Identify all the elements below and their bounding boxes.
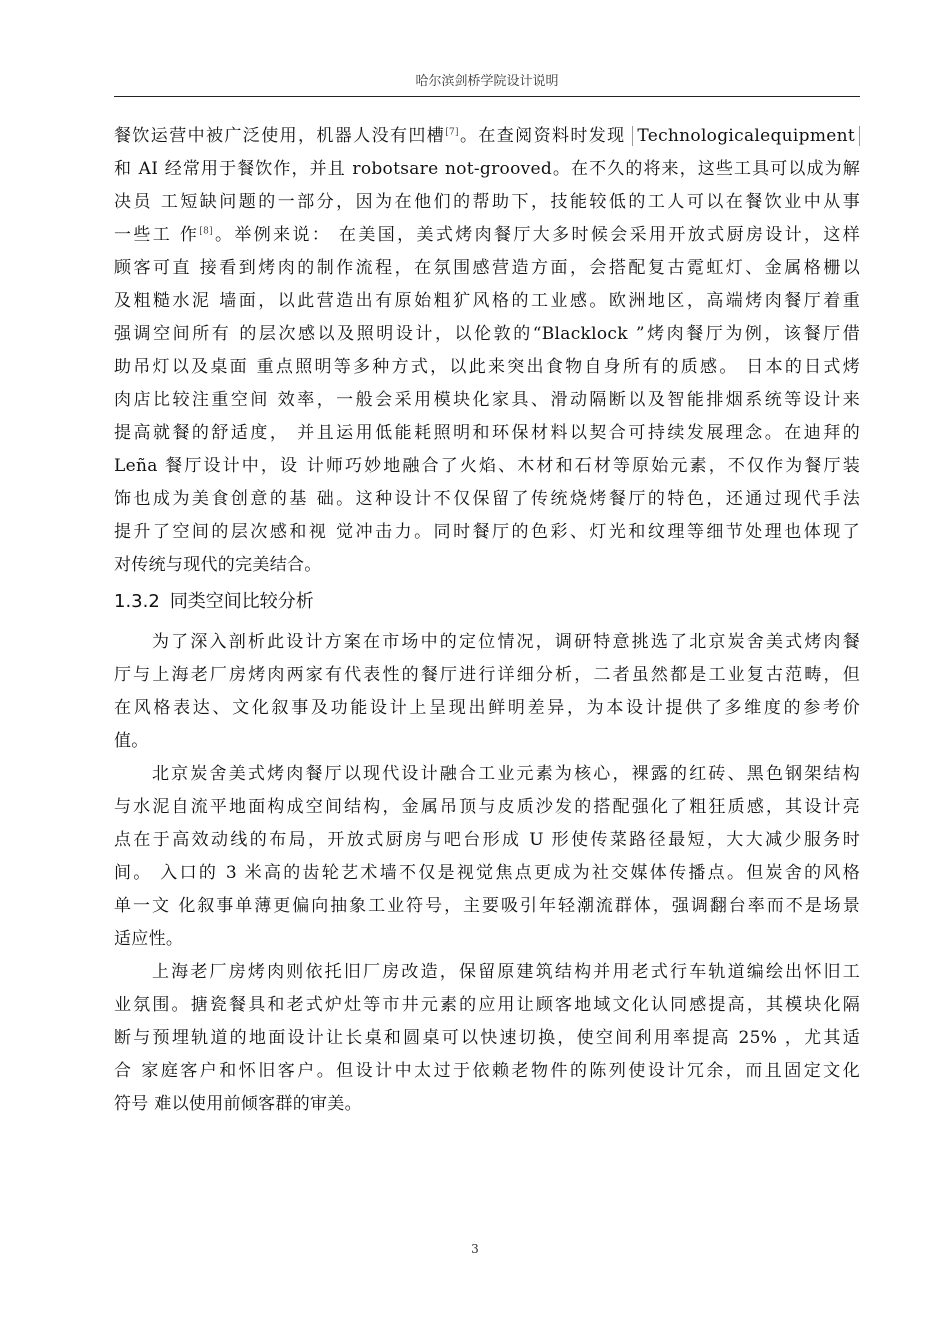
text-line: 和 AI 经常用于餐饮作，并且 robotsare not-grooved。在不久的将来，这些工具可以成为解 [114,159,860,179]
header-divider [114,96,860,97]
text-line: 提升了空间的层次感和视 觉冲击力。同时餐厅的色彩、灯光和纹理等细节处理也体现了 [114,522,860,542]
text-line: 在风格表达、文化叙事及功能设计上呈现出鲜明差异，为本设计提供了多维度的参考价 [114,698,860,718]
text-line: 单一文 化叙事单薄更偏向抽象工业符号，主要吸引年轻潮流群体，强调翻台率而不是场景 [114,896,860,916]
text-line: 值。 [114,731,149,751]
paragraph-intro-continued [114,120,860,582]
text-span: 一些工 作 [114,225,200,245]
page-header: 哈尔滨剑桥学院设计说明 [415,74,559,89]
text-line: 厅与上海老厂房烤肉两家有代表性的餐厅进行详细分析，二者虽然都是工业复古范畴，但 [114,665,860,685]
text-line: 符号 难以使用前倾客群的审美。 [114,1094,362,1114]
text-line: 肉店比较注重空间 效率，一般会采用模块化家具、滑动隔断以及智能排烟系统等设计来 [114,390,860,410]
text-line [114,219,860,252]
text-line: 强调空间所有 的层次感以及照明设计，以伦敦的“Blacklock ”烤肉餐厅为例，该餐厅借 [114,324,860,344]
text-line: 北京炭舍美式烤肉餐厅以现代设计融合工业元素为核心，裸露的红砖、黑色钢架结构 [152,764,860,784]
text-line: 上海老厂房烤肉则依托旧厂房改造，保留原建筑结构并用老式行车轨道编绘出怀旧工 [152,962,860,982]
section-heading [114,582,860,626]
text-line: 断与预埋轨道的地面设计让长桌和圆桌可以快速切换，使空间利用率提高 25% ，尤其适 [114,1028,860,1048]
page-number: 3 [471,1242,479,1256]
text-span: 餐饮运营中被广泛使用，机器人没有凹槽 [114,126,446,146]
text-line: 点在于高效动线的布局，开放式厨房与吧台形成 U 形使传菜路径最短，大大减少服务时 [114,830,860,850]
text-line [114,120,860,153]
text-line: Leña 餐厅设计中，设 计师巧妙地融合了火焰、木材和石材等原始元素，不仅作为餐厅装 [114,456,860,476]
paragraph-shanghai [114,956,860,1121]
paragraph-comparison-intro [114,626,860,758]
text-line: 及粗糙水泥 墙面，以此营造出有原始粗犷风格的工业感。欧洲地区，高端烤肉餐厅着重 [114,291,860,311]
text-line: 助吊灯以及桌面 重点照明等多种方式，以此来突出食物自身所有的质感。 日本的日式烤 [114,357,860,377]
text-line: 顾客可直 接看到烤肉的制作流程，在氛围感营造方面，会搭配复古霓虹灯、金属格栅以 [114,258,860,278]
text-line: 对传统与现代的完美结合。 [114,555,322,575]
section-title: 同类空间比较分析 [169,591,314,612]
text-line: 饰也成为美食创意的基 础。这种设计不仅保留了传统烧烤餐厅的特色，还通过现代手法 [114,489,860,509]
text-line: 间。 入口的 3 米高的齿轮艺术墙不仅是视觉焦点更成为社交媒体传播点。但炭舍的风格 [114,863,860,883]
text-line: 为了深入剖析此设计方案在市场中的定位情况，调研特意挑选了北京炭舍美式烤肉餐 [152,632,860,652]
text-line: 与水泥自流平地面构成空间结构，金属吊顶与皮质沙发的搭配强化了粗狂质感，其设计亮 [114,797,860,817]
paragraph-beijing [114,758,860,956]
boxed-term: Technologicalequipment [632,126,860,146]
text-line: 合 家庭客户和怀旧客户。但设计中太过于依赖老物件的陈列使设计冗余，而且固定文化 [114,1061,860,1081]
text-line: 提高就餐的舒适度， 并且运用低能耗照明和环保材料以契合可持续发展理念。在迪拜的 [114,423,860,443]
text-span: 。在查阅资料时发现 [458,126,626,146]
text-span: 。举例来说： 在美国，美式烤肉餐厅大多时候会采用开放式厨房设计，这样 [212,225,861,245]
text-line: 业氛围。搪瓷餐具和老式炉灶等市井元素的应用让顾客地域文化认同感提高，其模块化隔 [114,995,860,1015]
citation-7[interactable]: [7] [445,127,459,138]
section-number: 1.3.2 [114,591,160,612]
document-body [114,120,860,1121]
text-line: 决员 工短缺问题的一部分，因为在他们的帮助下，技能较低的工人可以在餐饮业中从事 [114,192,860,212]
text-line: 适应性。 [114,929,184,949]
citation-8[interactable]: [8] [199,226,213,237]
